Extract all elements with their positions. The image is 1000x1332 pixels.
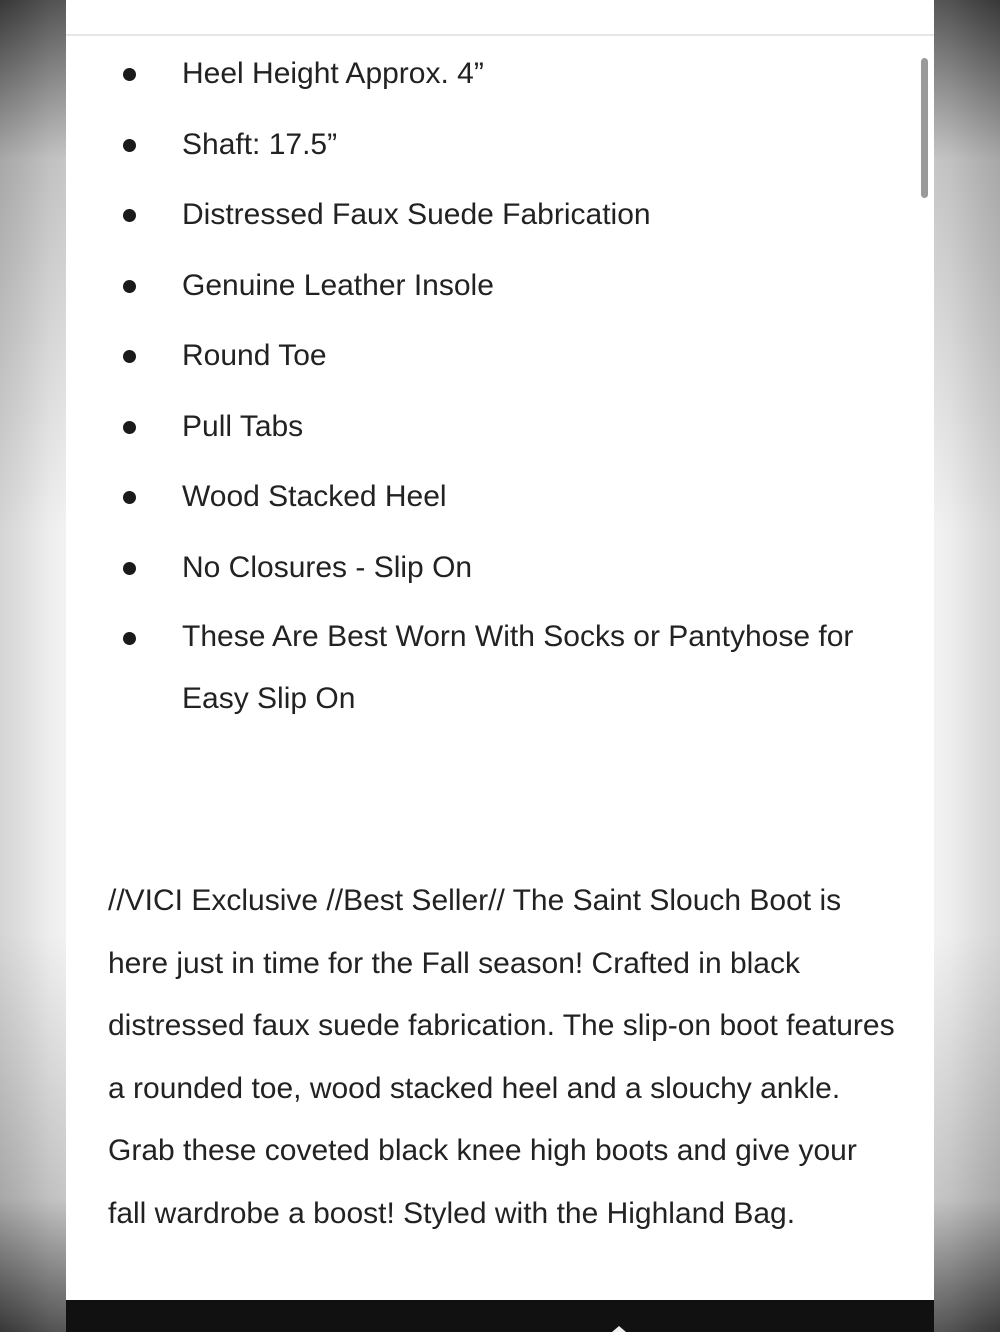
feature-text: Wood Stacked Heel bbox=[182, 480, 447, 513]
left-frame-shade bbox=[0, 0, 66, 1332]
bullet-icon bbox=[123, 209, 136, 222]
bullet-icon bbox=[123, 139, 136, 152]
product-details-page[interactable] bbox=[66, 0, 934, 1332]
feature-text: No Closures - Slip On bbox=[182, 550, 473, 584]
caret-up-icon[interactable] bbox=[612, 1326, 626, 1332]
feature-item-heel bbox=[66, 465, 934, 528]
feature-text: Distressed Faux Suede Fabrication bbox=[182, 198, 651, 231]
bullet-icon bbox=[123, 421, 136, 434]
bottom-bar bbox=[66, 1300, 934, 1332]
feature-text: Round Toe bbox=[182, 339, 327, 372]
feature-item-insole bbox=[66, 254, 934, 317]
bullet-icon bbox=[123, 491, 136, 504]
feature-item-wear-note bbox=[66, 606, 934, 730]
feature-item-heel-height bbox=[66, 42, 934, 105]
bullet-icon bbox=[123, 68, 136, 81]
feature-list bbox=[66, 42, 934, 738]
feature-item-pull-tabs bbox=[66, 395, 934, 458]
feature-text: These Are Best Worn With Socks or Pantyhose for Easy Slip On bbox=[182, 620, 854, 715]
feature-item-shaft bbox=[66, 113, 934, 176]
bullet-icon bbox=[123, 280, 136, 293]
feature-item-toe bbox=[66, 324, 934, 387]
bullet-icon bbox=[123, 632, 136, 645]
right-frame-shade bbox=[934, 0, 1000, 1332]
top-divider bbox=[66, 34, 934, 36]
feature-item-closures bbox=[66, 536, 934, 599]
bullet-icon bbox=[123, 562, 136, 575]
scrollbar-thumb[interactable] bbox=[921, 58, 928, 198]
feature-item-fabrication bbox=[66, 183, 934, 246]
feature-text: Shaft: 17.5” bbox=[182, 127, 338, 161]
product-description: //VICI Exclusive //Best Seller// The Saint Slouch Boot is here just in time for the Fall season! Crafted in black distressed faux suede fabrication. The slip-on boot features a rounded toe, wood stacked heel and a slouchy ankle. Grab these coveted black knee high boots and give your fall wardrobe a boost! Styled with the Highland Bag. bbox=[108, 884, 895, 1230]
feature-text: Genuine Leather Insole bbox=[182, 268, 494, 302]
feature-text: Pull Tabs bbox=[182, 409, 304, 443]
bullet-icon bbox=[123, 350, 136, 363]
feature-text: Heel Height Approx. 4” bbox=[182, 57, 484, 90]
